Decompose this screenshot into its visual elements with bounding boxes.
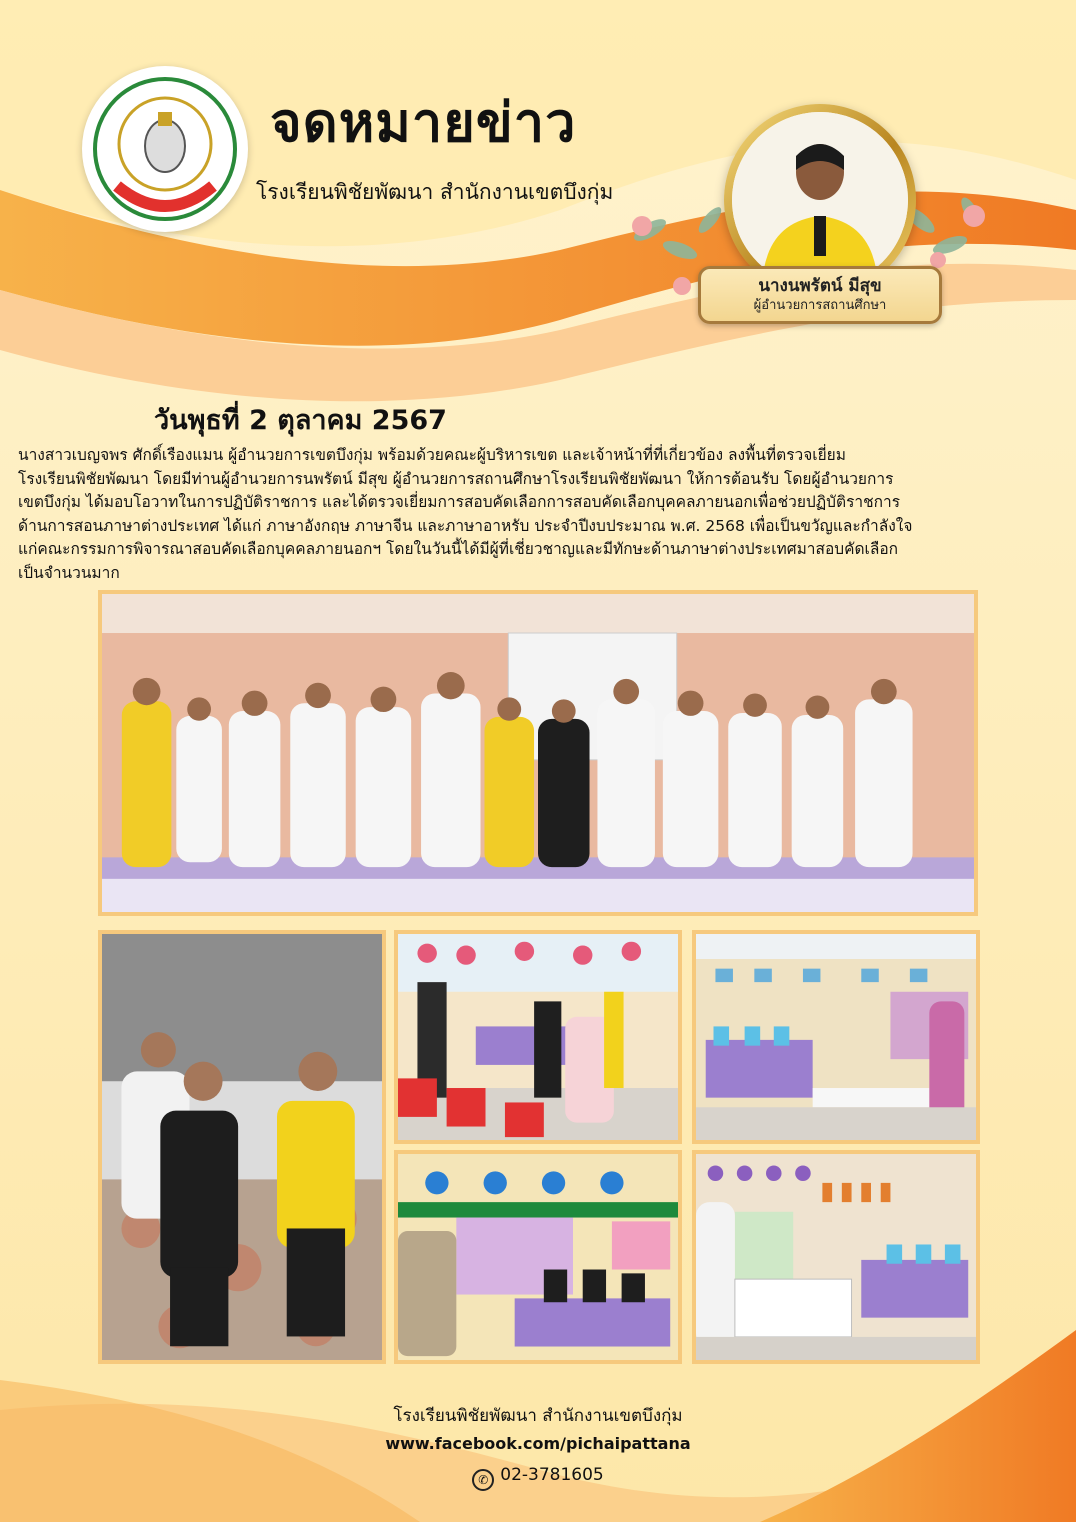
school-logo [82, 66, 248, 232]
director-name: นางนพรัตน์ มีสุข [758, 276, 882, 296]
newsletter-title: จดหมายข่าว [270, 91, 577, 154]
phone-icon: ✆ [472, 1469, 494, 1491]
article-line: เขตบึงกุ่ม ได้มอบโอวาทในการปฏิบัติราชการ และได้ตรวจเยี่ยมการสอบคัดเลือกการสอบคัดเลือกบุคคลภายนอกเพื่อช่วยปฏิบัติราชการ [18, 493, 901, 512]
director-position: ผู้อำนวยการสถานศึกษา [753, 298, 887, 313]
newsletter-subtitle: โรงเรียนพิชัยพัฒนา สำนักงานเขตบึงกุ่ม [256, 180, 614, 204]
exam-room-photo-2 [692, 930, 980, 1144]
group-photo [98, 590, 978, 916]
article-date: วันพุธที่ 2 ตุลาคม 2567 [154, 405, 447, 436]
director-photo [732, 112, 908, 288]
exam-room-photo-3 [394, 1150, 682, 1364]
school-logo-icon [82, 66, 248, 232]
article-line: นางสาวเบญจพร ศักดิ์เรืองแมน ผู้อำนวยการเขตบึงกุ่ม พร้อมด้วยคณะผู้บริหารเขต และเจ้าหน้าที่ที่เกี่ยวข้อง ลงพื้นที่ตรวจเยี่ยม [18, 446, 846, 464]
article-line: ด้านการสอนภาษาต่างประเทศ ได้แก่ ภาษาอังกฤษ ภาษาจีน และภาษาอาหรับ ประจำปีงบประมาณ พ.ศ. 2568 เพื่อเป็นขวัญและกำลังใจ [18, 516, 913, 535]
footer-phone [0, 1465, 1076, 1491]
article-line: เป็นจำนวนมาก [18, 563, 120, 582]
walking-photo [98, 930, 386, 1364]
exam-room-photo-4 [692, 1150, 980, 1364]
article-line: โรงเรียนพิชัยพัฒนา โดยมีท่านผู้อำนวยการนพรัตน์ มีสุข ผู้อำนวยการสถานศึกษาโรงเรียนพิชัยพัฒนา ให้การต้อนรับ โดยผู้อำนวยการ [18, 469, 894, 488]
article-line: แก่คณะกรรมการพิจารณาสอบคัดเลือกบุคคลภายนอกฯ โดยในวันนี้ได้มีผู้ที่เชี่ยวชาญและมีทักษะด้านภาษาต่างประเทศมาสอบคัดเลือก [18, 540, 899, 559]
director-name-plate [698, 266, 942, 324]
footer-school: โรงเรียนพิชัยพัฒนา สำนักงานเขตบึงกุ่ม [393, 1406, 683, 1426]
footer-phone-number: 02-3781605 [500, 1465, 604, 1485]
article-body [18, 444, 1058, 586]
exam-room-photo-1 [394, 930, 682, 1144]
footer-website-link[interactable]: www.facebook.com/pichaipattana [385, 1434, 691, 1453]
